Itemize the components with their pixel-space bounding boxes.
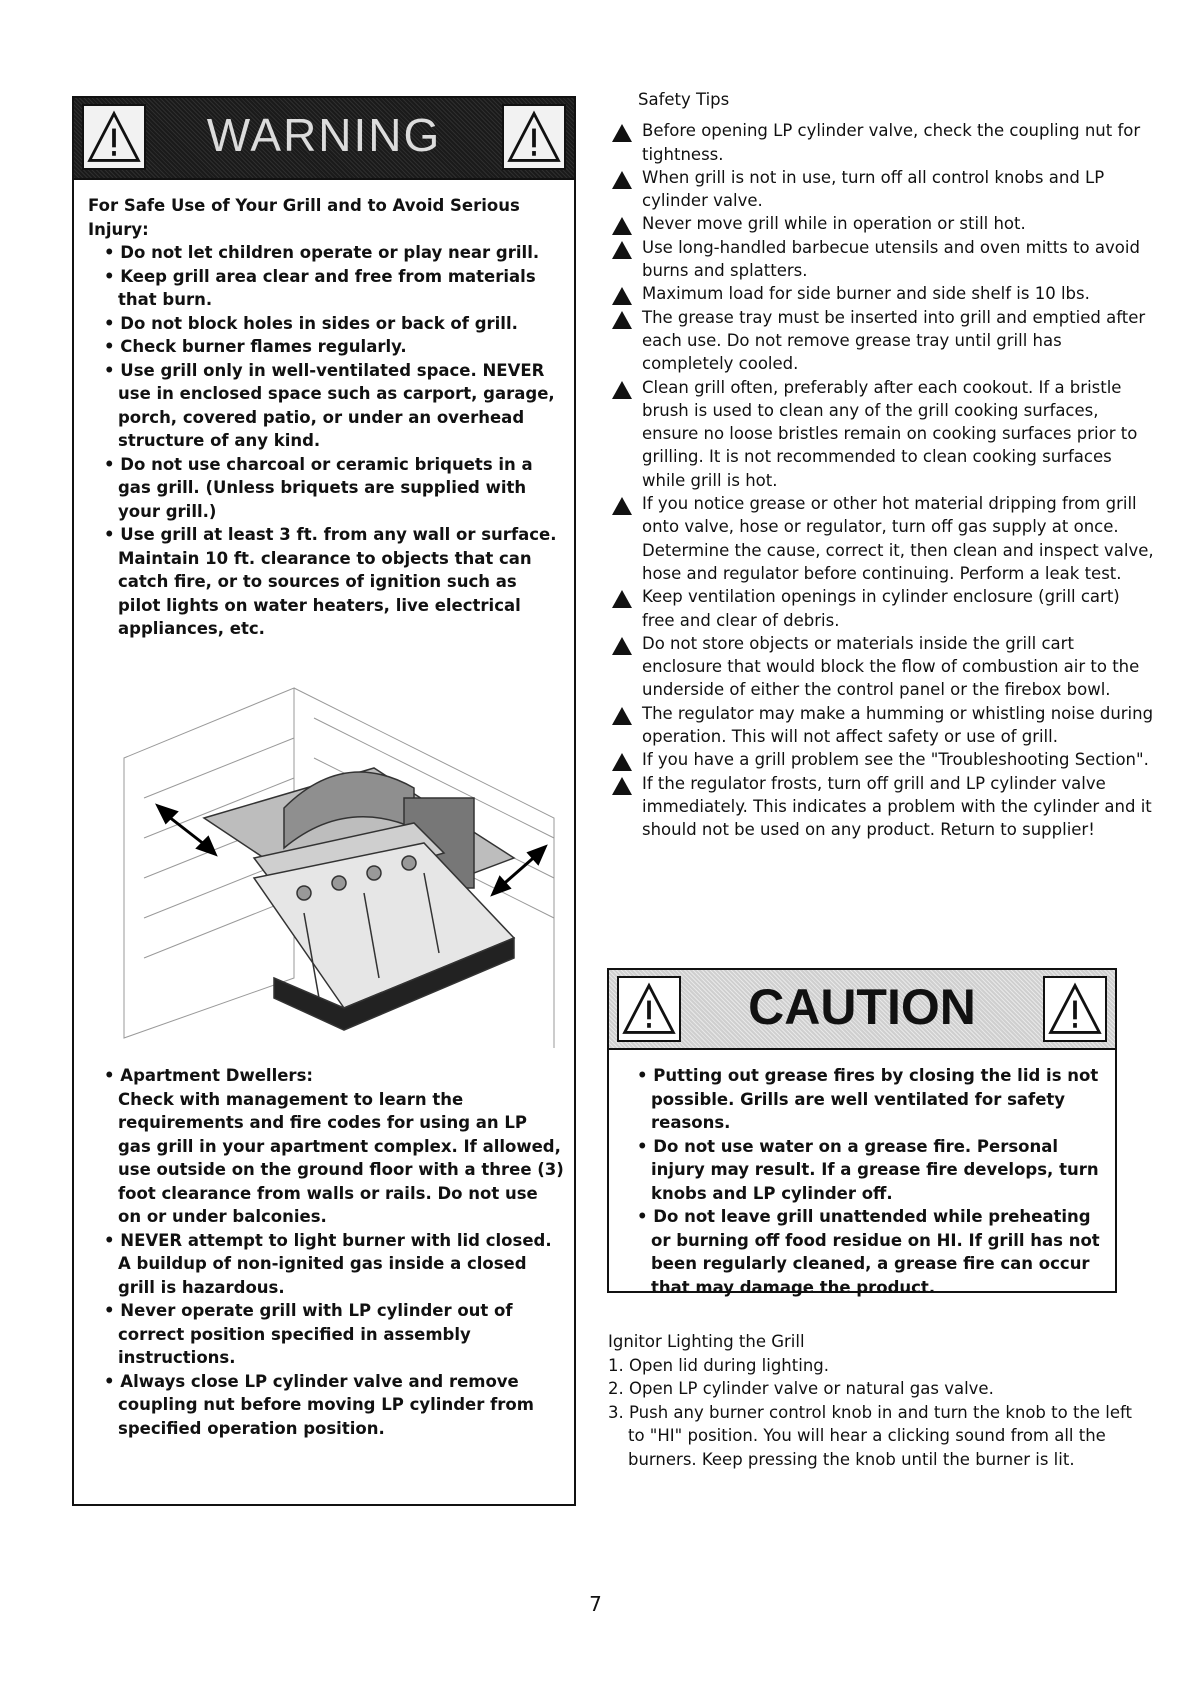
warning-triangle-icon (612, 381, 632, 399)
list-item: • Do not leave grill unattended while preheating or burning off food residue on HI. If grill has not been regularly cleaned, a grease fire can occur that may damage the product. (621, 1205, 1105, 1299)
ignitor-steps (608, 1354, 1148, 1472)
warning-banner (74, 98, 574, 180)
ignitor-section (608, 1330, 1148, 1471)
list-item: • Do not use water on a grease fire. Personal injury may result. If a grease fire develops, turn knobs and LP cylinder off. (621, 1135, 1105, 1206)
caution-banner (609, 970, 1115, 1050)
list-item: 1. Open lid during lighting. (608, 1355, 829, 1375)
list-item: • Apartment Dwellers: (88, 1064, 564, 1088)
tip-text: If you have a grill problem see the "Troubleshooting Section". (642, 750, 1149, 770)
warning-box (72, 96, 576, 1506)
warning-triangle-icon (612, 217, 632, 235)
tip-text: The grease tray must be inserted into grill and emptied after each use. Do not remove grease tray until grill has completely cooled. (642, 307, 1146, 374)
caution-triangle-icon (1043, 976, 1107, 1042)
list-item: • Do not block holes in sides or back of grill. (88, 312, 558, 336)
warning-lower-list (88, 1064, 564, 1440)
safety-tips-list (610, 119, 1155, 841)
tip-text: The regulator may make a humming or whistling noise during operation. This will not affect safety or use of grill. (642, 703, 1154, 747)
warning-title: WARNING (206, 109, 442, 161)
warning-triangle-icon (612, 311, 632, 329)
tip-text: Clean grill often, preferably after each cookout. If a bristle brush is used to clean any of the grill cooking surfaces, ensure no loose bristles remain on cooking surfaces prior to grilling. It is not recommended to clean cooking surfaces while grill is hot. (642, 377, 1138, 490)
page-number: 7 (589, 1592, 602, 1616)
tip-text: If you notice grease or other hot material dripping from grill onto valve, hose or regulator, turn off gas supply at once. Determine the cause, correct it, then clean and inspect valve, hose and regulator before continuing. Perform a leak test. (642, 494, 1154, 583)
tip-text: Use long-handled barbecue utensils and oven mitts to avoid burns and splatters. (642, 237, 1140, 281)
list-item: • Use grill at least 3 ft. from any wall or surface. Maintain 10 ft. clearance to objects that can catch fire, or to sources of ignition such as pilot lights on water heaters, live electrical appliances, etc. (88, 523, 558, 641)
list-item (610, 632, 1155, 702)
list-item (610, 585, 1155, 632)
warning-triangle-icon (502, 104, 566, 170)
list-item (610, 702, 1155, 749)
caution-box (607, 968, 1117, 1297)
list-item: • Putting out grease fires by closing the lid is not possible. Grills are well ventilated for safety reasons. (621, 1064, 1105, 1135)
list-item: • Check burner flames regularly. (88, 335, 558, 359)
list-item (610, 748, 1155, 771)
warning-triangle-icon (612, 124, 632, 142)
safety-tips (610, 88, 1155, 842)
list-item (610, 282, 1155, 305)
list-item (610, 212, 1155, 235)
tip-text: Keep ventilation openings in cylinder enclosure (grill cart) free and clear of debris. (642, 587, 1120, 630)
list-item-continued: Check with management to learn the requirements and fire codes for using an LP gas grill in your apartment complex. If allowed, use outside on the ground floor with a three (3) foot clearance from walls or rails. Do not use on or under balconies. (118, 1089, 564, 1226)
list-item: • Do not let children operate or play near grill. (88, 241, 558, 265)
list-item: • Keep grill area clear and free from materials that burn. (88, 265, 558, 312)
warning-triangle-icon (612, 753, 632, 771)
tip-text: Never move grill while in operation or still hot. (642, 214, 1026, 234)
list-item: • Do not use charcoal or ceramic briquets in a gas grill. (Unless briquets are supplied with your grill.) (88, 453, 558, 524)
list-item (610, 119, 1155, 166)
list-item: • Never operate grill with LP cylinder out of correct position specified in assembly instructions. (88, 1299, 564, 1370)
warning-triangle-icon (612, 707, 632, 725)
list-item (610, 772, 1155, 842)
caution-title: CAUTION (748, 979, 976, 1035)
list-item: 3. Push any burner control knob in and turn the knob to the left to "HI" position. You will hear a clicking sound from all the burners. Keep pressing the knob until the burner is lit. (608, 1402, 1133, 1469)
tip-text: When grill is not in use, turn off all control knobs and LP cylinder valve. (642, 167, 1105, 211)
warning-triangle-icon (612, 241, 632, 259)
warning-triangle-icon (612, 171, 632, 189)
warning-heading: For Safe Use of Your Grill and to Avoid Serious Injury: (88, 196, 520, 239)
list-item: • NEVER attempt to light burner with lid closed. A buildup of non-ignited gas inside a closed grill is hazardous. (88, 1229, 564, 1300)
list-item: • Use grill only in well-ventilated space. NEVER use in enclosed space such as carport, garage, porch, covered patio, or under an overhead structure of any kind. (88, 359, 558, 453)
safety-tips-title: Safety Tips (638, 90, 730, 109)
warning-list (88, 241, 558, 641)
list-item (610, 306, 1155, 376)
warning-triangle-icon (612, 777, 632, 795)
list-item: 2. Open LP cylinder valve or natural gas valve. (608, 1379, 994, 1398)
ignitor-title: Ignitor Lighting the Grill (608, 1332, 805, 1351)
tip-text: Before opening LP cylinder valve, check the coupling nut for tightness. (642, 121, 1141, 164)
warning-triangle-icon (612, 287, 632, 305)
list-item (610, 376, 1155, 492)
list-item (610, 492, 1155, 585)
list-item (610, 166, 1155, 213)
list-item: • Always close LP cylinder valve and remove coupling nut before moving LP cylinder from specified operation position. (88, 1370, 564, 1441)
caution-list (621, 1064, 1105, 1299)
grill-clearance-illustration (114, 678, 574, 1048)
tip-text: Maximum load for side burner and side shelf is 10 lbs. (642, 284, 1090, 304)
warning-triangle-icon (612, 637, 632, 655)
warning-triangle-icon (612, 590, 632, 608)
warning-triangle-icon (612, 497, 632, 515)
tip-text: Do not store objects or materials inside the grill cart enclosure that would block the flow of combustion air to the underside of either the control panel or the firebox bowl. (642, 633, 1140, 700)
tip-text: If the regulator frosts, turn off grill and LP cylinder valve immediately. This indicates a problem with the cylinder and it should not be used on any product. Return to supplier! (642, 773, 1152, 840)
list-item (610, 236, 1155, 283)
